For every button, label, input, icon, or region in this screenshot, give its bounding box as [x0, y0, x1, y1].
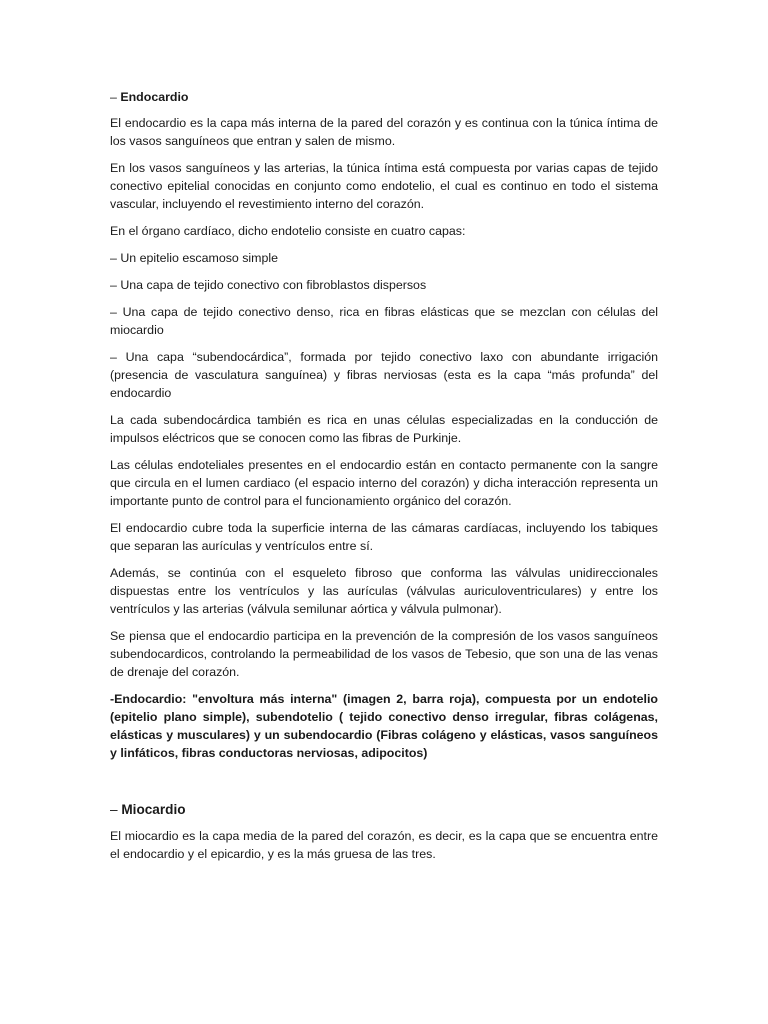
paragraph: La cada subendocárdica también es rica en unas células especializadas en la conducción de impulsos eléctricos que se conocen como las fibras de Purkinje.: [110, 413, 658, 445]
summary-paragraph: -Endocardio: "envoltura más interna" (imagen 2, barra roja), compuesta por un endotelio (epitelio plano simple), subendotelio ( tejido conectivo denso irregular, fibras colágenas, elásticas y musculares) y un subendocardio (Fibras colágeno y elásticas, vasos sanguíneos y linfáticos, fibras conductoras nerviosas, adipocitos): [110, 692, 658, 760]
document-body: [110, 88, 658, 872]
paragraph: El miocardio es la capa media de la pared del corazón, es decir, es la capa que se encuentra entre el endocardio y el epicardio, y es la más gruesa de las tres.: [110, 829, 658, 861]
heading-title: Endocardio: [120, 90, 189, 104]
paragraph: En el órgano cardíaco, dicho endotelio consiste en cuatro capas:: [110, 224, 466, 238]
list-item: – Una capa “subendocárdica”, formada por tejido conectivo laxo con abundante irrigación (presencia de vasculatura sanguínea) y fibras nerviosas (esta es la capa “más profunda” del endocardio: [110, 350, 658, 400]
paragraph: El endocardio cubre toda la superficie interna de las cámaras cardíacas, incluyendo los tabiques que separan las aurículas y ventrículos entre sí.: [110, 521, 658, 553]
paragraph: Las células endoteliales presentes en el endocardio están en contacto permanente con la sangre que circula en el lumen cardiaco (el espacio interno del corazón) y dicha interacción representa un importante punto de control para el funcionamiento orgánico del corazón.: [110, 458, 658, 508]
list-item: – Una capa de tejido conectivo denso, rica en fibras elásticas que se mezclan con células del miocardio: [110, 305, 658, 337]
section-heading-endocardio: [110, 88, 658, 106]
paragraph: El endocardio es la capa más interna de la pared del corazón y es continua con la túnica íntima de los vasos sanguíneos que entran y salen de mismo.: [110, 116, 658, 148]
paragraph: Se piensa que el endocardio participa en la prevención de la compresión de los vasos sanguíneos subendocardicos, controlando la permeabilidad de los vasos de Tebesio, que son una de las venas de drenaje del corazón.: [110, 629, 658, 679]
paragraph: En los vasos sanguíneos y las arterias, la túnica íntima está compuesta por varias capas de tejido conectivo epitelial conocidas en conjunto como endotelio, el cual es continuo en todo el sistema vascular, incluyendo el revestimiento interno del corazón.: [110, 161, 658, 211]
section-spacer: [110, 771, 658, 801]
section-heading-miocardio: [110, 801, 658, 819]
heading-dash: –: [110, 90, 121, 104]
heading-dash: –: [110, 802, 122, 817]
heading-title: Miocardio: [121, 802, 186, 817]
paragraph: Además, se continúa con el esqueleto fibroso que conforma las válvulas unidireccionales dispuestas entre los ventrículos y las aurículas (válvulas auriculoventriculares) y entre los ventrículos y las arterias (válvula semilunar aórtica y válvula pulmonar).: [110, 566, 658, 616]
list-item: – Una capa de tejido conectivo con fibroblastos dispersos: [110, 278, 427, 292]
list-item: – Un epitelio escamoso simple: [110, 251, 279, 265]
